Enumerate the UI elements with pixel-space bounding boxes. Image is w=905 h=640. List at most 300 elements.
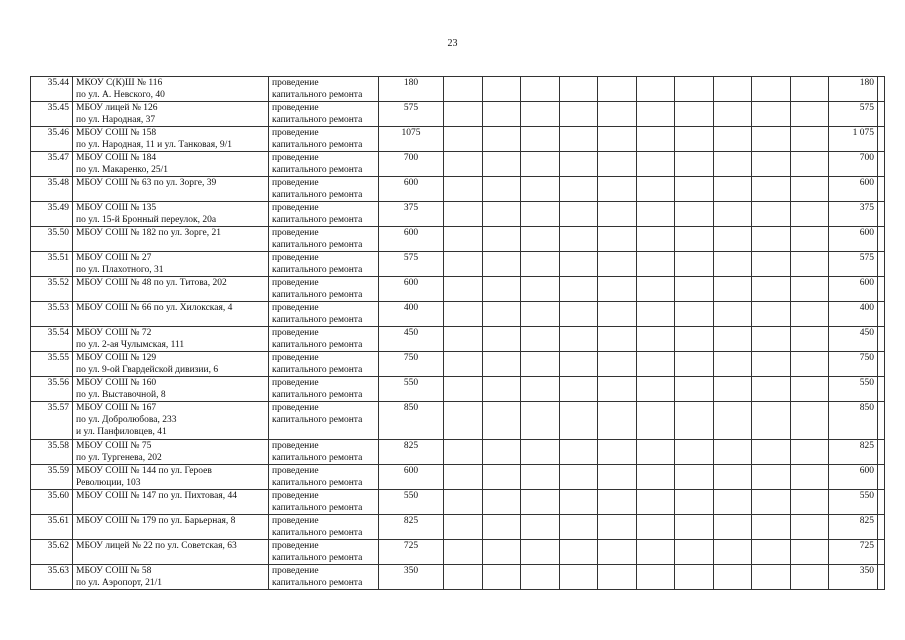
empty-cell — [714, 127, 752, 152]
empty-cell — [560, 77, 598, 102]
empty-cell — [521, 565, 560, 590]
empty-cell — [637, 227, 675, 252]
empty-cell — [483, 252, 521, 277]
work-line: проведение — [272, 328, 319, 338]
row-number: 35.47 — [31, 152, 73, 177]
empty-cell — [878, 377, 885, 402]
school-name — [73, 302, 269, 327]
empty-cell — [637, 177, 675, 202]
empty-cell — [598, 227, 637, 252]
name-line: МБОУ СОШ № 27 — [76, 253, 152, 263]
total-value: 550 — [829, 490, 878, 515]
empty-cell — [483, 127, 521, 152]
empty-cell — [444, 515, 483, 540]
work-line: проведение — [272, 278, 319, 288]
amount-value: 180 — [379, 77, 444, 102]
amount-value: 600 — [379, 277, 444, 302]
school-name — [73, 227, 269, 252]
work-line: проведение — [272, 491, 319, 501]
empty-cell — [598, 102, 637, 127]
name-line: по ул. Народная, 11 и ул. Танковая, 9/1 — [76, 140, 232, 150]
school-name — [73, 352, 269, 377]
work-line: капитального ремонта — [272, 528, 363, 538]
name-line: МБОУ СОШ № 160 — [76, 378, 157, 388]
empty-cell — [791, 352, 829, 377]
name-line: МБОУ лицей № 22 по ул. Советская, 63 — [76, 541, 237, 551]
empty-cell — [714, 277, 752, 302]
school-name — [73, 102, 269, 127]
table-body — [31, 77, 885, 590]
empty-cell — [560, 490, 598, 515]
empty-cell — [560, 252, 598, 277]
amount-value: 825 — [379, 440, 444, 465]
school-name — [73, 377, 269, 402]
empty-cell — [560, 515, 598, 540]
empty-cell — [444, 252, 483, 277]
work-line: капитального ремонта — [272, 478, 363, 488]
empty-cell — [637, 202, 675, 227]
amount-value: 750 — [379, 352, 444, 377]
empty-cell — [752, 152, 791, 177]
empty-cell — [791, 202, 829, 227]
work-line: капитального ремонта — [272, 365, 363, 375]
row-number: 35.51 — [31, 252, 73, 277]
empty-cell — [598, 127, 637, 152]
empty-cell — [483, 77, 521, 102]
name-line: МБОУ СОШ № 63 по ул. Зорге, 39 — [76, 178, 217, 188]
table-row — [31, 127, 885, 152]
total-value: 600 — [829, 277, 878, 302]
name-line: МБОУ СОШ № 158 — [76, 128, 157, 138]
work-type — [269, 302, 379, 327]
amount-value: 375 — [379, 202, 444, 227]
empty-cell — [483, 227, 521, 252]
empty-cell — [637, 277, 675, 302]
total-value: 725 — [829, 540, 878, 565]
empty-cell — [637, 402, 675, 440]
empty-cell — [714, 540, 752, 565]
empty-cell — [878, 465, 885, 490]
empty-cell — [521, 152, 560, 177]
empty-cell — [714, 152, 752, 177]
school-name — [73, 515, 269, 540]
amount-value: 600 — [379, 177, 444, 202]
work-line: капитального ремонта — [272, 190, 363, 200]
name-line: МБОУ СОШ № 184 — [76, 153, 157, 163]
amount-value: 550 — [379, 490, 444, 515]
row-number: 35.52 — [31, 277, 73, 302]
name-line: МБОУ СОШ № 72 — [76, 328, 152, 338]
work-line: капитального ремонта — [272, 265, 363, 275]
school-name — [73, 490, 269, 515]
row-number: 35.48 — [31, 177, 73, 202]
empty-cell — [878, 152, 885, 177]
empty-cell — [560, 227, 598, 252]
school-name — [73, 77, 269, 102]
empty-cell — [560, 352, 598, 377]
table-row — [31, 565, 885, 590]
work-type — [269, 202, 379, 227]
empty-cell — [637, 352, 675, 377]
work-line: проведение — [272, 566, 319, 576]
table-row — [31, 227, 885, 252]
school-name — [73, 252, 269, 277]
school-name — [73, 202, 269, 227]
empty-cell — [675, 227, 714, 252]
empty-cell — [791, 127, 829, 152]
total-value: 850 — [829, 402, 878, 440]
empty-cell — [752, 377, 791, 402]
total-value: 550 — [829, 377, 878, 402]
empty-cell — [521, 77, 560, 102]
empty-cell — [791, 440, 829, 465]
empty-cell — [675, 377, 714, 402]
amount-value: 450 — [379, 327, 444, 352]
empty-cell — [878, 352, 885, 377]
empty-cell — [791, 227, 829, 252]
empty-cell — [560, 377, 598, 402]
table-row — [31, 252, 885, 277]
empty-cell — [521, 327, 560, 352]
empty-cell — [791, 102, 829, 127]
name-line: по ул. 2-ая Чулымская, 111 — [76, 340, 185, 350]
empty-cell — [675, 565, 714, 590]
empty-cell — [714, 327, 752, 352]
page-number: 23 — [447, 38, 458, 49]
empty-cell — [714, 377, 752, 402]
empty-cell — [791, 515, 829, 540]
work-line: проведение — [272, 153, 319, 163]
work-line: проведение — [272, 178, 319, 188]
row-number: 35.61 — [31, 515, 73, 540]
name-line: по ул. 9-ой Гвардейской дивизии, 6 — [76, 365, 219, 375]
empty-cell — [714, 202, 752, 227]
empty-cell — [444, 565, 483, 590]
work-line: капитального ремонта — [272, 453, 363, 463]
work-line: проведение — [272, 378, 319, 388]
empty-cell — [521, 402, 560, 440]
empty-cell — [791, 302, 829, 327]
empty-cell — [560, 177, 598, 202]
table-row — [31, 302, 885, 327]
empty-cell — [598, 327, 637, 352]
empty-cell — [483, 327, 521, 352]
empty-cell — [878, 202, 885, 227]
total-value: 350 — [829, 565, 878, 590]
empty-cell — [560, 465, 598, 490]
empty-cell — [521, 177, 560, 202]
empty-cell — [483, 465, 521, 490]
empty-cell — [637, 252, 675, 277]
empty-cell — [675, 302, 714, 327]
empty-cell — [521, 252, 560, 277]
work-type — [269, 515, 379, 540]
work-line: капитального ремонта — [272, 165, 363, 175]
empty-cell — [598, 352, 637, 377]
empty-cell — [560, 402, 598, 440]
work-line: проведение — [272, 466, 319, 476]
school-name — [73, 152, 269, 177]
empty-cell — [714, 515, 752, 540]
empty-cell — [791, 277, 829, 302]
work-type — [269, 352, 379, 377]
work-line: капитального ремонта — [272, 553, 363, 563]
empty-cell — [483, 202, 521, 227]
empty-cell — [560, 440, 598, 465]
work-line: проведение — [272, 353, 319, 363]
total-value: 600 — [829, 465, 878, 490]
name-line: МБОУ СОШ № 182 по ул. Зорге, 21 — [76, 228, 222, 238]
empty-cell — [878, 127, 885, 152]
empty-cell — [714, 77, 752, 102]
empty-cell — [444, 177, 483, 202]
empty-cell — [675, 277, 714, 302]
work-line: капитального ремонта — [272, 390, 363, 400]
table-row — [31, 77, 885, 102]
empty-cell — [521, 302, 560, 327]
empty-cell — [598, 565, 637, 590]
total-value: 180 — [829, 77, 878, 102]
work-type — [269, 227, 379, 252]
work-line: капитального ремонта — [272, 140, 363, 150]
amount-value: 600 — [379, 227, 444, 252]
empty-cell — [714, 465, 752, 490]
work-line: проведение — [272, 128, 319, 138]
empty-cell — [878, 177, 885, 202]
empty-cell — [444, 540, 483, 565]
row-number: 35.50 — [31, 227, 73, 252]
empty-cell — [598, 202, 637, 227]
name-line: МБОУ СОШ № 147 по ул. Пихтовая, 44 — [76, 491, 237, 501]
work-type — [269, 77, 379, 102]
name-line: и ул. Панфиловцев, 41 — [76, 427, 167, 437]
empty-cell — [714, 565, 752, 590]
amount-value: 575 — [379, 252, 444, 277]
total-value: 1 075 — [829, 127, 878, 152]
empty-cell — [637, 465, 675, 490]
row-number: 35.58 — [31, 440, 73, 465]
empty-cell — [598, 440, 637, 465]
empty-cell — [878, 402, 885, 440]
empty-cell — [878, 440, 885, 465]
empty-cell — [714, 302, 752, 327]
empty-cell — [675, 327, 714, 352]
work-type — [269, 402, 379, 440]
empty-cell — [675, 127, 714, 152]
school-name — [73, 127, 269, 152]
name-line: по ул. Выставочной, 8 — [76, 390, 166, 400]
empty-cell — [637, 377, 675, 402]
empty-cell — [791, 490, 829, 515]
empty-cell — [752, 227, 791, 252]
name-line: МБОУ СОШ № 129 — [76, 353, 157, 363]
work-type — [269, 277, 379, 302]
school-name — [73, 177, 269, 202]
empty-cell — [791, 77, 829, 102]
empty-cell — [714, 490, 752, 515]
amount-value: 725 — [379, 540, 444, 565]
empty-cell — [637, 490, 675, 515]
table-row — [31, 352, 885, 377]
empty-cell — [598, 540, 637, 565]
amount-value: 850 — [379, 402, 444, 440]
empty-cell — [444, 327, 483, 352]
empty-cell — [598, 465, 637, 490]
empty-cell — [560, 127, 598, 152]
row-number: 35.55 — [31, 352, 73, 377]
empty-cell — [637, 565, 675, 590]
empty-cell — [878, 565, 885, 590]
empty-cell — [444, 352, 483, 377]
name-line: по ул. Добролюбова, 233 — [76, 415, 177, 425]
name-line: МБОУ СОШ № 144 по ул. Героев — [76, 466, 212, 476]
work-line: капитального ремонта — [272, 315, 363, 325]
work-line: проведение — [272, 441, 319, 451]
total-value: 450 — [829, 327, 878, 352]
empty-cell — [752, 302, 791, 327]
amount-value: 700 — [379, 152, 444, 177]
table-row — [31, 377, 885, 402]
empty-cell — [598, 302, 637, 327]
row-number: 35.53 — [31, 302, 73, 327]
amount-value: 350 — [379, 565, 444, 590]
row-number: 35.60 — [31, 490, 73, 515]
empty-cell — [598, 490, 637, 515]
work-line: проведение — [272, 228, 319, 238]
total-value: 750 — [829, 352, 878, 377]
empty-cell — [675, 202, 714, 227]
empty-cell — [560, 327, 598, 352]
empty-cell — [752, 177, 791, 202]
total-value: 700 — [829, 152, 878, 177]
work-line: капитального ремонта — [272, 290, 363, 300]
empty-cell — [444, 377, 483, 402]
empty-cell — [878, 490, 885, 515]
empty-cell — [560, 565, 598, 590]
empty-cell — [598, 252, 637, 277]
amount-value: 575 — [379, 102, 444, 127]
empty-cell — [637, 327, 675, 352]
empty-cell — [560, 277, 598, 302]
empty-cell — [521, 277, 560, 302]
work-type — [269, 490, 379, 515]
table-row — [31, 515, 885, 540]
empty-cell — [752, 540, 791, 565]
empty-cell — [598, 152, 637, 177]
name-line: по ул. Макаренко, 25/1 — [76, 165, 168, 175]
empty-cell — [675, 402, 714, 440]
empty-cell — [714, 440, 752, 465]
empty-cell — [675, 515, 714, 540]
empty-cell — [714, 252, 752, 277]
name-line: МБОУ СОШ № 167 — [76, 403, 157, 413]
empty-cell — [637, 302, 675, 327]
work-type — [269, 377, 379, 402]
work-line: капитального ремонта — [272, 115, 363, 125]
work-line: проведение — [272, 303, 319, 313]
empty-cell — [878, 277, 885, 302]
work-line: проведение — [272, 403, 319, 413]
empty-cell — [675, 540, 714, 565]
empty-cell — [483, 402, 521, 440]
amount-value: 400 — [379, 302, 444, 327]
empty-cell — [637, 127, 675, 152]
empty-cell — [752, 440, 791, 465]
empty-cell — [714, 102, 752, 127]
work-type — [269, 440, 379, 465]
total-value: 400 — [829, 302, 878, 327]
empty-cell — [444, 490, 483, 515]
empty-cell — [675, 252, 714, 277]
empty-cell — [521, 465, 560, 490]
empty-cell — [714, 227, 752, 252]
empty-cell — [791, 402, 829, 440]
empty-cell — [598, 515, 637, 540]
school-name — [73, 402, 269, 440]
table-row — [31, 277, 885, 302]
empty-cell — [483, 490, 521, 515]
empty-cell — [483, 515, 521, 540]
empty-cell — [444, 227, 483, 252]
empty-cell — [521, 440, 560, 465]
table-row — [31, 402, 885, 440]
empty-cell — [483, 277, 521, 302]
row-number: 35.49 — [31, 202, 73, 227]
empty-cell — [791, 377, 829, 402]
name-line: по ул. Тургенева, 202 — [76, 453, 162, 463]
work-line: капитального ремонта — [272, 415, 363, 425]
row-number: 35.63 — [31, 565, 73, 590]
empty-cell — [444, 465, 483, 490]
empty-cell — [521, 227, 560, 252]
table-row — [31, 540, 885, 565]
name-line: МБОУ СОШ № 135 — [76, 203, 157, 213]
empty-cell — [521, 377, 560, 402]
empty-cell — [752, 102, 791, 127]
empty-cell — [752, 277, 791, 302]
total-value: 825 — [829, 515, 878, 540]
work-type — [269, 252, 379, 277]
amount-value: 550 — [379, 377, 444, 402]
table-row — [31, 440, 885, 465]
amount-value: 600 — [379, 465, 444, 490]
empty-cell — [791, 152, 829, 177]
name-line: МБОУ СОШ № 48 по ул. Титова, 202 — [76, 278, 227, 288]
empty-cell — [752, 490, 791, 515]
table-row — [31, 490, 885, 515]
empty-cell — [714, 402, 752, 440]
work-line: капитального ремонта — [272, 503, 363, 513]
budget-table — [30, 76, 885, 590]
empty-cell — [878, 77, 885, 102]
name-line: по ул. Аэропорт, 21/1 — [76, 578, 163, 588]
empty-cell — [444, 277, 483, 302]
empty-cell — [483, 352, 521, 377]
empty-cell — [878, 540, 885, 565]
row-number: 35.54 — [31, 327, 73, 352]
work-line: проведение — [272, 541, 319, 551]
school-name — [73, 327, 269, 352]
empty-cell — [483, 102, 521, 127]
school-name — [73, 540, 269, 565]
empty-cell — [483, 302, 521, 327]
empty-cell — [752, 565, 791, 590]
work-line: капитального ремонта — [272, 578, 363, 588]
empty-cell — [560, 540, 598, 565]
total-value: 575 — [829, 252, 878, 277]
empty-cell — [675, 352, 714, 377]
empty-cell — [560, 152, 598, 177]
